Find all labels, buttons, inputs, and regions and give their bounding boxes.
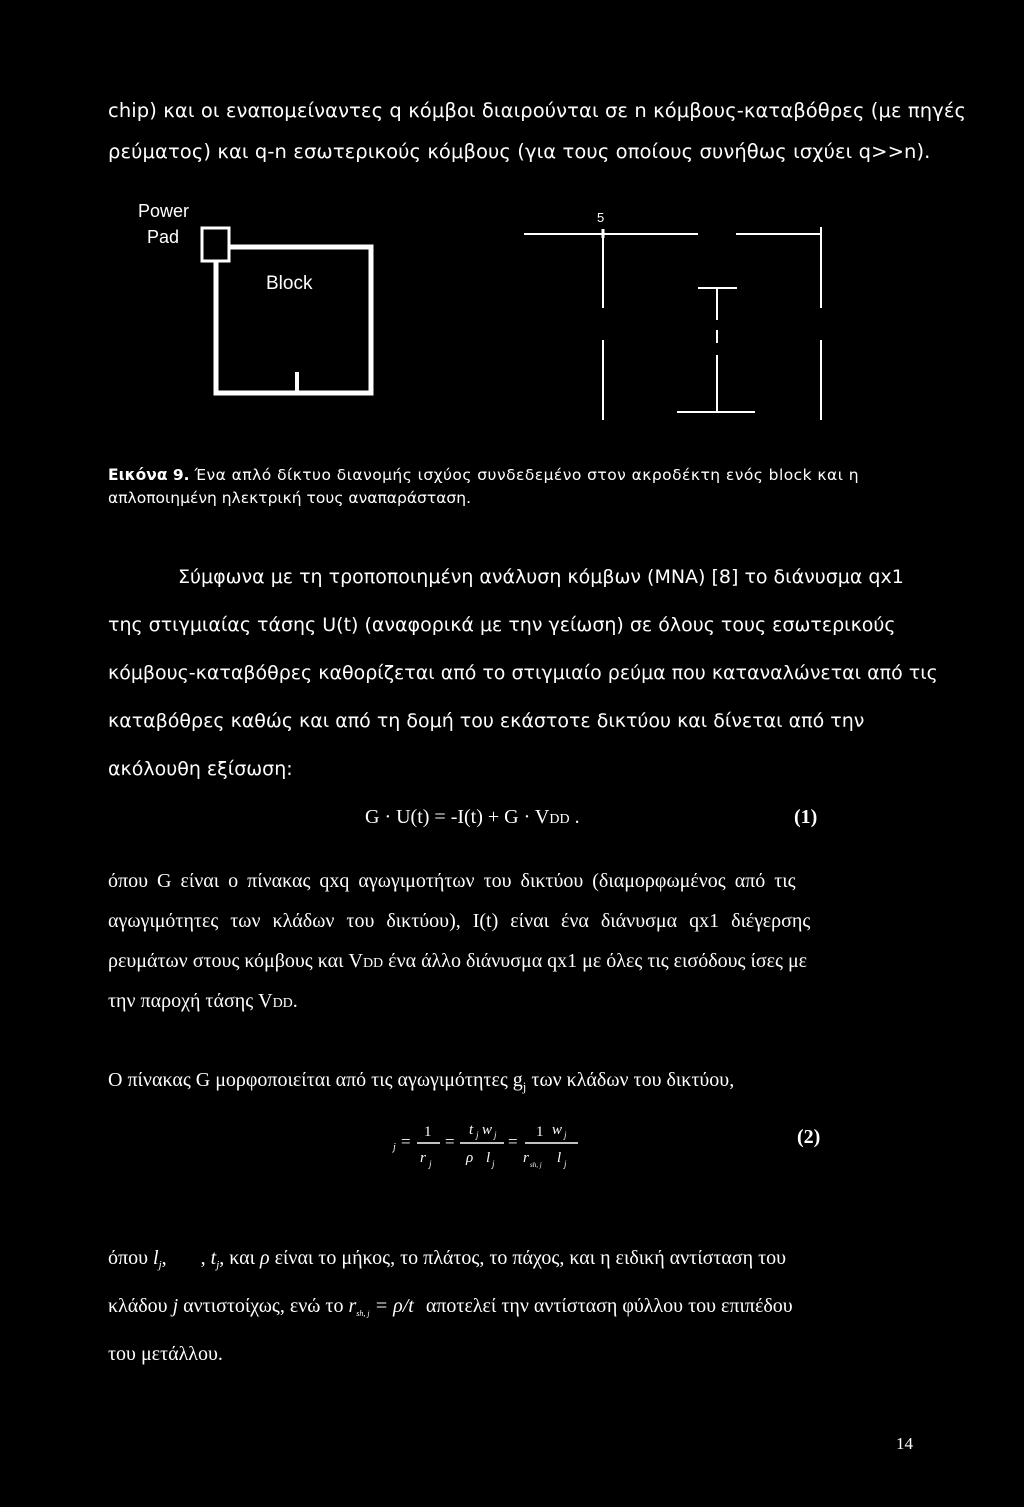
eq2-f2-num2-sub: j [494, 1130, 497, 1140]
para5-line-1-b: , [161, 1247, 167, 1269]
node-label: 5 [597, 210, 605, 225]
eq2-f3-den-sub: sh, j [530, 1161, 542, 1169]
para3-line-2: αγωγιμότητες των κλάδων του δικτύου), I(t) είναι ένα διάνυσμα qx1 διέγερσης [108, 910, 811, 932]
para5-line-3: του μετάλλου. [108, 1343, 223, 1365]
para3-line-3-a: ρευμάτων στους κόμβους και V [108, 950, 363, 972]
para3-line-3-sub: DD [362, 956, 384, 971]
power-grid-figure [0, 190, 1024, 450]
para5-line-1-c: , [200, 1247, 211, 1269]
eq2-f3-num2-sub: j [564, 1130, 567, 1140]
para3-line-3 [108, 950, 807, 973]
eq2-f3-den2-sub: j [564, 1159, 567, 1169]
equation-1-text: G · U(t) = -I(t) + G · V [365, 806, 550, 828]
para5-line-1 [108, 1247, 786, 1270]
para5-r-sub: sh, j [356, 1309, 370, 1318]
para4-line-1 [108, 1069, 734, 1092]
para3-line-3-b: ένα άλλο διάνυσμα qx1 με όλες τις εισόδους ίσες με [383, 950, 808, 972]
para5-eq: = ρ/t [369, 1295, 414, 1317]
para5-r: r [348, 1295, 357, 1317]
para4-line-1-sub: j [522, 1079, 527, 1094]
equation-2 [380, 1114, 740, 1174]
para5-line-2 [108, 1295, 793, 1318]
para5-line-1-a: όπου [108, 1247, 153, 1269]
eq2-f3-num: 1 [536, 1124, 544, 1140]
electrical-representation [524, 227, 821, 420]
eq2-f2-den2: l [486, 1150, 491, 1166]
page-number: 14 [896, 1434, 913, 1453]
eq2-f2-num2: w [482, 1122, 493, 1138]
intro-line-2: ρεύματος) και q-n εσωτερικούς κόμβους (για τους οποίους συνήθως ισχύει q>>n). [108, 140, 931, 163]
para5-t-sub: j [216, 1259, 220, 1271]
eq2-f3-den2: l [557, 1150, 562, 1166]
eq2-f1-den: r [420, 1150, 426, 1166]
eq2-f2-den: ρ [466, 1150, 474, 1166]
para2-line-2: της στιγμιαίας τάσης U(t) (αναφορικά με την γείωση) σε όλους τους εσωτερικούς [108, 614, 896, 636]
para5-l-sub: j [158, 1259, 162, 1271]
equation-1-end: . [569, 806, 580, 828]
eq2-eq1: = [401, 1132, 411, 1151]
equation-1-sub: DD [549, 812, 570, 827]
figure-caption-label: Εικόνα 9. [108, 466, 190, 484]
para5-line-2-c: αποτελεί την αντίσταση φύλλου του επιπέδου [425, 1295, 793, 1317]
block-label: Block [266, 273, 313, 294]
block-outline [216, 247, 371, 393]
figure-caption-text: Ένα απλό δίκτυο διανομής ισχύος συνδεδεμένο στον ακροδέκτη ενός block και η [194, 466, 860, 484]
eq2-eq2: = [445, 1132, 455, 1151]
block-diagram [202, 228, 371, 393]
para3-line-4-a: την παροχή τάσης V [108, 990, 273, 1012]
eq2-eq3: = [508, 1132, 518, 1151]
para2-line-1: Σύμφωνα με τη τροποποιημένη ανάλυση κόμβων (MNA) [8] το διάνυσμα qx1 [178, 566, 904, 588]
equation-1 [365, 806, 580, 829]
eq2-f2-num-sub: j [476, 1130, 479, 1140]
para5-j: j [172, 1295, 179, 1317]
para4-line-1-b: των κλάδων του δικτύου, [526, 1069, 735, 1091]
intro-line-1: chip) και οι εναπομείναντες q κόμβοι διαιρούνται σε n κόμβους-καταβόθρες (με πηγές [108, 99, 967, 122]
para5-line-2-b: αντιστοίχως, ενώ το [178, 1295, 349, 1317]
para2-line-4: καταβόθρες καθώς και από τη δομή του εκάστοτε δικτύου και δίνεται από την [108, 710, 865, 732]
pad-label: Pad [147, 227, 180, 247]
para5-line-2-a: κλάδου [108, 1295, 173, 1317]
figure-caption-line-1 [108, 466, 859, 484]
para3-line-4 [108, 990, 298, 1013]
para5-line-1-e: είναι το μήκος, το πλάτος, το πάχος, και η ειδική αντίσταση του [269, 1247, 787, 1269]
equation-2-label: (2) [797, 1126, 821, 1148]
eq2-f2-num: t [469, 1122, 474, 1138]
para2-line-3: κόμβους-καταβόθρες καθορίζεται από το στιγμιαίο ρεύμα που καταναλώνεται από τις [108, 662, 938, 684]
para4-line-1-a: Ο πίνακας G μορφοποιείται από τις αγωγιμότητες g [108, 1069, 523, 1091]
para3-line-4-sub: DD [272, 996, 293, 1011]
eq2-f3-num2: w [552, 1122, 563, 1138]
eq2-f3-den: r [523, 1150, 529, 1166]
eq2-f1-den-sub: j [429, 1159, 432, 1169]
para5-l: l [153, 1247, 159, 1269]
para5-t: t [210, 1247, 217, 1269]
eq2-f1-num: 1 [424, 1124, 432, 1140]
para5-line-1-d: , και [219, 1247, 261, 1269]
eq2-f2-den2-sub: j [492, 1159, 495, 1169]
figure-caption-line-2: απλοποιημένη ηλεκτρική τους αναπαράσταση. [108, 489, 472, 507]
para2-line-5: ακόλουθη εξίσωση: [108, 758, 293, 780]
power-pad-square [202, 228, 229, 261]
eq2-lead: j [393, 1142, 396, 1153]
power-label: Power [138, 201, 190, 221]
para3-line-1: όπου G είναι ο πίνακας qxq αγωγιμοτήτων του δικτύου (διαμορφωμένος από τις [108, 870, 796, 892]
equation-1-label: (1) [794, 806, 818, 828]
para3-line-4-b: . [292, 990, 298, 1012]
para5-rho: ρ [260, 1247, 270, 1269]
